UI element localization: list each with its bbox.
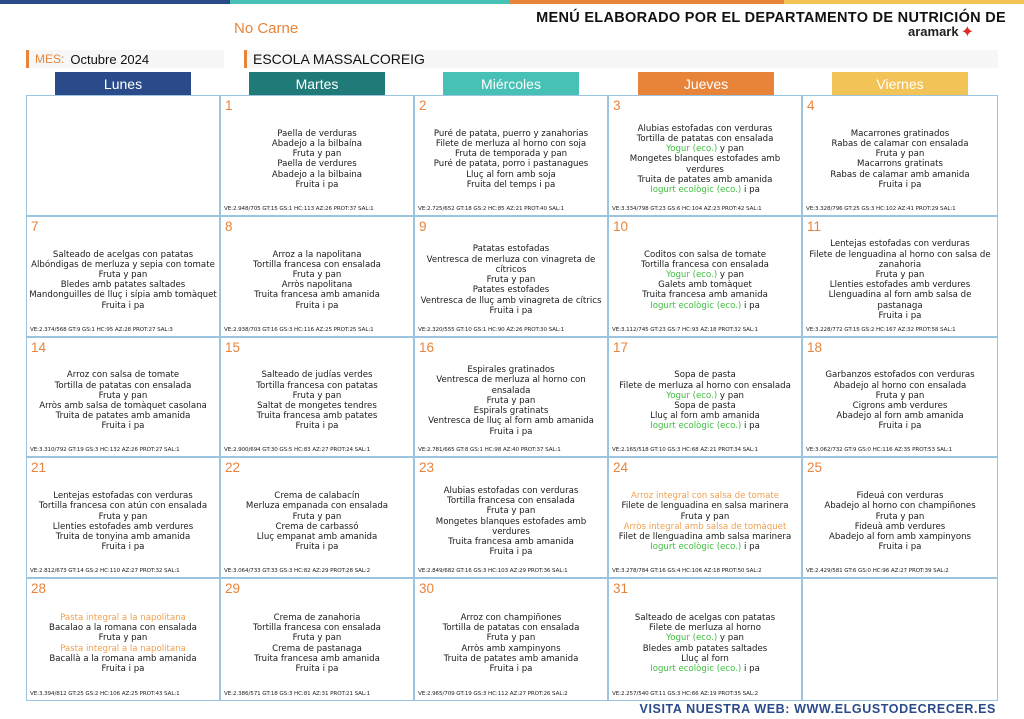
menu-line: Abadejo al forn amb xampinyons	[828, 531, 972, 542]
menu-line: Yogur (eco.) y pan	[666, 144, 744, 155]
menu-line: Mandonguilles de lluç i sípia amb tomàquet	[29, 290, 217, 301]
menu-line: Fruita i pa	[295, 421, 339, 432]
nutrition-info: VE:3.064/733 GT:33 GS:3 HC:82 AZ:29 PROT:28 SAL:2	[224, 568, 371, 575]
day-cell-25	[803, 458, 997, 579]
menu-line: Lluç al forn amb soja	[466, 169, 556, 180]
day-cell-7	[27, 217, 221, 338]
top-bar-segment	[784, 0, 1024, 4]
daily-menu	[805, 239, 995, 322]
menu-line: Truita francesa amb amanida	[448, 537, 574, 548]
menu-line: Mongetes blanques estofades amb verdures	[435, 516, 587, 537]
daily-menu	[611, 601, 799, 686]
day-cell-17	[609, 338, 803, 459]
day-number: 28	[31, 581, 47, 597]
menu-line: Iogurt ecològic (eco.) i pa	[650, 184, 760, 195]
nutrition-info: VE:2.849/682 GT:16 GS:3 HC:103 AZ:29 PROT:36 SAL:1	[418, 568, 568, 575]
menu-line: Abadejo al horno con champiñones	[824, 501, 976, 512]
menu-line: Fruta y pan	[486, 275, 536, 286]
menu-line: Tortilla francesa con ensalada	[253, 623, 381, 634]
menu-line: Fruta y pan	[292, 269, 342, 280]
menu-line: Crema de zanahoria	[273, 612, 361, 623]
menu-line: Yogur (eco.) y pan	[666, 390, 744, 401]
school-name: ESCOLA MASSALCOREIG	[253, 51, 425, 67]
day-number: 2	[419, 98, 427, 113]
menu-line: Filete de merluza al horno con soja	[435, 138, 587, 149]
day-cell-8	[221, 217, 415, 338]
menu-line: Iogurt ecològic (eco.) i pa	[650, 664, 760, 674]
school-name-field	[244, 50, 998, 68]
menu-line: Arroz integral con salsa de tomate	[630, 491, 780, 502]
menu-line: Yogur (eco.) y pan	[666, 269, 744, 280]
menu-line: Pasta integral a la napolitana	[60, 612, 186, 623]
menu-line: Fruita i pa	[101, 300, 145, 311]
menu-line: Tortilla de patatas con ensalada	[636, 133, 774, 144]
day-number: 15	[225, 339, 241, 355]
menu-line: Fruta y pan	[98, 511, 148, 522]
nutrition-info: VE:2.781/665 GT:8 GS:1 HC:98 AZ:40 PROT:37 SAL:1	[418, 447, 561, 454]
weekday-header-lunes: Lunes	[55, 72, 191, 95]
day-number: 8	[225, 218, 233, 234]
nutrition-info: VE:2.812/673 GT:14 GS:2 HC:110 AZ:27 PROT:32 SAL:1	[30, 568, 180, 575]
menu-line: Fruta y pan	[486, 633, 536, 644]
menu-line: Iogurt ecològic (eco.) i pa	[650, 300, 760, 311]
day-number: 14	[31, 339, 47, 355]
daily-menu	[223, 360, 411, 443]
daily-menu	[611, 239, 799, 322]
menu-line: Fruta de temporada y pan	[454, 149, 568, 160]
nutrition-info: VE:3.394/812 GT:25 GS:2 HC:106 AZ:25 PROT:43 SAL:1	[30, 691, 180, 697]
menu-line: Puré de patata, puerro y zanahorias	[433, 128, 589, 139]
day-number: 7	[31, 218, 39, 234]
menu-line: Alubias estofadas con verduras	[443, 486, 579, 497]
menu-line: Fruita i pa	[878, 179, 922, 190]
menu-line: Fruita i pa	[489, 664, 533, 674]
menu-line: Ventresca de lluç amb vinagreta de cítrics	[420, 295, 602, 306]
daily-menu	[805, 360, 995, 443]
menu-line: Fruita i pa	[295, 300, 339, 311]
day-cell-30	[415, 579, 609, 700]
daily-menu	[223, 480, 411, 563]
menu-line: Fruta y pan	[98, 633, 148, 644]
month-field	[26, 50, 224, 68]
menu-line: Fruta y pan	[292, 511, 342, 522]
daily-menu	[417, 601, 605, 686]
daily-menu	[29, 239, 217, 322]
menu-line: Bledes amb patates saltades	[642, 643, 768, 654]
menu-line: Fruta y pan	[292, 390, 342, 401]
nutrition-info: VE:2.257/540 GT:11 GS:3 HC:66 AZ:19 PROT:35 SAL:2	[612, 691, 759, 697]
weekday-header-martes: Martes	[249, 72, 385, 95]
day-cell-22	[221, 458, 415, 579]
top-bar-segment	[230, 0, 510, 4]
menu-line: Rabas de calamar con ensalada	[831, 138, 969, 149]
daily-menu	[29, 360, 217, 443]
menu-line: Lluç empanat amb amanida	[256, 531, 378, 542]
nutrition-info: VE:2.900/694 GT:30 GS:5 HC:83 AZ:27 PROT:24 SAL:1	[224, 447, 371, 454]
menu-line: Filete de merluza al horno con ensalada	[619, 380, 791, 391]
menu-line: Abadejo a la bilbaína	[271, 138, 363, 149]
menu-line: Ventresca de merluza con vinagreta de cítricos	[426, 254, 596, 275]
menu-line: Tortilla francesa con ensalada	[641, 259, 769, 270]
top-color-bar	[0, 0, 1024, 4]
day-cell-16	[415, 338, 609, 459]
menu-line: Ventresca de merluza al horno con ensalada	[436, 375, 586, 396]
day-cell-23	[415, 458, 609, 579]
daily-menu	[611, 118, 799, 201]
menu-line: Fruta y pan	[486, 395, 536, 406]
menu-line: Fruta y pan	[292, 633, 342, 644]
menu-line: Fruta y pan	[486, 506, 536, 517]
menu-line: Abadejo al horno con ensalada	[833, 380, 967, 391]
menu-line: Fruta y pan	[98, 269, 148, 280]
day-number: 1	[225, 98, 233, 113]
empty-day-cell	[803, 579, 997, 700]
menu-line: Abadejo a la bilbaina	[271, 169, 363, 180]
menu-line: Truita de patates amb amanida	[55, 411, 191, 422]
weekday-header-viernes: Viernes	[832, 72, 968, 95]
day-number: 31	[613, 581, 629, 597]
daily-menu	[417, 360, 605, 443]
menu-line: Fruita i pa	[101, 542, 145, 553]
menu-line: Llenties estofades amb verdures	[52, 521, 194, 532]
day-cell-14	[27, 338, 221, 459]
menu-line: Fruita i pa	[101, 664, 145, 674]
day-cell-9	[415, 217, 609, 338]
daily-menu	[611, 360, 799, 443]
day-number: 11	[807, 218, 822, 234]
menu-line: Bacalao a la romana con ensalada	[49, 623, 197, 634]
menu-line: Bledes amb patates saltades	[60, 280, 186, 291]
menu-line: Patatas estofadas	[472, 244, 550, 255]
menu-line: Truita francesa amb amanida	[254, 290, 380, 301]
day-cell-10	[609, 217, 803, 338]
menu-line: Crema de carbassó	[275, 521, 359, 532]
nutrition-info: VE:2.938/703 GT:16 GS:3 HC:116 AZ:25 PROT:25 SAL:1	[224, 326, 374, 333]
day-number: 18	[807, 339, 823, 355]
menu-line: Fruita i pa	[295, 542, 339, 553]
menu-line: Fruita i pa	[295, 179, 339, 190]
day-cell-28	[27, 579, 221, 700]
menu-line: Arròs amb xampinyons	[461, 643, 561, 654]
aramark-logo	[908, 21, 975, 41]
daily-menu	[223, 601, 411, 686]
menu-line: Paella de verdures	[277, 159, 357, 170]
menu-line: Iogurt ecològic (eco.) i pa	[650, 542, 760, 553]
menu-line: Tortilla francesa con patatas	[256, 380, 378, 391]
empty-day-cell	[27, 96, 221, 217]
menu-line: Fruta y pan	[292, 149, 342, 160]
menu-line: Truita francesa amb amanida	[254, 653, 380, 664]
menu-line: Fruita i pa	[489, 426, 533, 437]
day-number: 9	[419, 218, 427, 234]
menu-line: Rabas de calamar amb amanida	[830, 169, 970, 180]
logo-text: aramark	[908, 24, 959, 39]
menu-line: Patates estofades	[472, 285, 550, 296]
daily-menu	[805, 480, 995, 563]
menu-line: Fruita i pa	[878, 421, 922, 432]
nutrition-info: VE:3.062/732 GT:9 GS:0 HC:116 AZ:35 PROT:53 SAL:1	[806, 447, 953, 454]
day-number: 29	[225, 581, 241, 597]
menu-line: Salteado de acelgas con patatas	[52, 249, 194, 260]
day-number: 3	[613, 98, 621, 113]
nutrition-info: VE:2.948/705 GT:15 GS:1 HC:113 AZ:26 PROT:37 SAL:1	[224, 205, 374, 212]
menu-line: Macarrons gratinats	[857, 159, 943, 170]
menu-type-label: No Carne	[234, 20, 299, 37]
menu-line: Arroz con salsa de tomate	[66, 370, 180, 381]
daily-menu	[417, 118, 605, 201]
menu-line: Iogurt ecològic (eco.) i pa	[650, 421, 760, 432]
menu-line: Truita francesa amb patates	[256, 411, 378, 422]
day-cell-1	[221, 96, 415, 217]
menu-line: Albóndigas de merluza y sepia con tomate	[31, 259, 215, 270]
menu-line: Fruta y pan	[680, 511, 730, 522]
menu-line: Bacallà a la romana amb amanida	[49, 653, 197, 664]
menu-line: Yogur (eco.) y pan	[666, 633, 744, 644]
menu-line: Truita francesa amb amanida	[642, 290, 768, 301]
nutrition-info: VE:2.386/571 GT:18 GS:3 HC:81 AZ:31 PROT:21 SAL:1	[224, 691, 371, 697]
day-cell-3	[609, 96, 803, 217]
menu-line: Llenguadina al forn amb salsa de pastanaga	[828, 290, 972, 311]
menu-line: Abadejo al forn amb amanida	[836, 411, 964, 422]
menu-line: Fruita i pa	[878, 310, 922, 321]
menu-line: Filete de merluza al horno	[649, 623, 761, 634]
day-cell-29	[221, 579, 415, 700]
menu-line: Filete de lenguadina en salsa marinera	[621, 501, 789, 512]
menu-line: Llenties estofades amb verdures	[829, 280, 971, 291]
menu-line: Merluza empanada con ensalada	[245, 501, 389, 512]
menu-line: Arroz a la napolitana	[272, 249, 362, 260]
nutrition-info: VE:3.310/792 GT:19 GS:3 HC:132 AZ:26 PROT:27 SAL:1	[30, 447, 180, 454]
day-number: 4	[807, 98, 815, 113]
menu-line: Paella de verduras	[277, 128, 357, 139]
menu-line: Cigrons amb verdures	[852, 400, 948, 411]
menu-line: Fruta y pan	[98, 390, 148, 401]
daily-menu	[417, 239, 605, 322]
menu-line: Ventresca de lluç al forn amb amanida	[428, 416, 594, 427]
website-footer: VISITA NUESTRA WEB: WWW.ELGUSTODECRECER.ES	[639, 702, 996, 716]
day-number: 23	[419, 460, 435, 476]
menu-line: Saltat de mongetes tendres	[257, 400, 377, 411]
daily-menu	[611, 480, 799, 563]
day-cell-15	[221, 338, 415, 459]
day-cell-11	[803, 217, 997, 338]
top-bar-segment	[510, 0, 784, 4]
top-bar-segment	[0, 0, 230, 4]
menu-line: Salteado de acelgas con patatas	[634, 612, 776, 623]
day-number: 25	[807, 460, 823, 476]
aramark-star-logo-icon: ✦	[960, 21, 975, 41]
daily-menu	[805, 118, 995, 201]
menu-line: Tortilla francesa con atún con ensalada	[38, 501, 208, 512]
nutrition-info: VE:2.429/581 GT:6 GS:0 HC:96 AZ:27 PROT:39 SAL:2	[806, 568, 949, 575]
nutrition-info: VE:2.320/555 GT:10 GS:1 HC:90 AZ:26 PROT:30 SAL:1	[418, 326, 565, 333]
menu-line: Fruita i pa	[295, 664, 339, 674]
page-title: MENÚ ELABORADO POR EL DEPARTAMENTO DE NUTRICIÓN DE	[536, 10, 1006, 26]
nutrition-info: VE:2.165/518 GT:10 GS:3 HC:68 AZ:21 PROT:34 SAL:1	[612, 447, 759, 454]
day-number: 24	[613, 460, 629, 476]
month-value: Octubre 2024	[70, 51, 150, 67]
day-cell-18	[803, 338, 997, 459]
menu-line: Crema de calabacín	[274, 491, 360, 502]
menu-line: Crema de pastanaga	[272, 643, 362, 654]
menu-line: Tortilla francesa con ensalada	[253, 259, 381, 270]
weekday-header-miercoles: Miércoles	[443, 72, 579, 95]
menu-line: Pasta integral a la napolitana	[60, 643, 186, 654]
menu-line: Fruita i pa	[489, 305, 533, 316]
weekday-header-jueves: Jueves	[638, 72, 774, 95]
menu-line: Fruta y pan	[875, 511, 925, 522]
menu-line: Filet de llenguadina amb salsa marinera	[618, 531, 792, 542]
day-cell-4	[803, 96, 997, 217]
day-cell-31	[609, 579, 803, 700]
menu-line: Tortilla de patatas con ensalada	[442, 623, 580, 634]
menu-line: Arròs amb salsa de tomàquet casolana	[39, 400, 207, 411]
menu-line: Fruita del temps i pa	[466, 179, 556, 190]
menu-line: Fruta y pan	[875, 390, 925, 401]
nutrition-info: VE:2.725/652 GT:18 GS:2 HC:85 AZ:21 PROT:40 SAL:1	[418, 205, 565, 212]
day-cell-21	[27, 458, 221, 579]
menu-line: Fruita i pa	[489, 547, 533, 558]
menu-line: Salteado de judías verdes	[261, 370, 373, 381]
nutrition-info: VE:3.278/784 GT:16 GS:4 HC:106 AZ:18 PROT:50 SAL:2	[612, 568, 762, 575]
menu-line: Sopa de pasta	[674, 370, 736, 381]
menu-line: Garbanzos estofados con verduras	[825, 370, 975, 381]
menu-line: Truita de tonyina amb amanida	[55, 531, 191, 542]
day-number: 10	[613, 218, 629, 234]
nutrition-info: VE:3.334/798 GT:23 GS:6 HC:104 AZ:23 PROT:42 SAL:1	[612, 205, 762, 212]
menu-line: Macarrones gratinados	[850, 128, 950, 139]
menu-line: Arròs integral amb salsa de tomàquet	[623, 521, 787, 532]
month-label: MES:	[35, 52, 65, 66]
menu-line: Tortilla de patatas con ensalada	[54, 380, 192, 391]
nutrition-info: VE:3.228/772 GT:15 GS:2 HC:167 AZ:32 PROT:58 SAL:1	[806, 326, 956, 333]
menu-line: Mongetes blanques estofades amb verdures	[629, 154, 781, 175]
nutrition-info: VE:3.328/796 GT:25 GS:3 HC:102 AZ:41 PROT:29 SAL:1	[806, 205, 956, 212]
menu-line: Espirales gratinados	[467, 365, 555, 376]
menu-calendar-grid	[26, 95, 998, 701]
menu-line: Lentejas estofadas con verduras	[53, 491, 193, 502]
menu-line: Arroz con champiñones	[460, 612, 562, 623]
daily-menu	[29, 601, 217, 686]
daily-menu	[417, 480, 605, 563]
menu-line: Fruta y pan	[875, 149, 925, 160]
menu-line: Truita de patates amb amanida	[637, 174, 773, 185]
day-number: 17	[613, 339, 629, 355]
menu-line: Arròs napolitana	[281, 280, 353, 291]
menu-line: Alubias estofadas con verduras	[637, 123, 773, 134]
menu-line: Fruita i pa	[878, 542, 922, 553]
nutrition-info: VE:2.374/568 GT:9 GS:1 HC:95 AZ:28 PROT:27 SAL:3	[30, 326, 173, 333]
nutrition-info: VE:2.965/709 GT:19 GS:3 HC:112 AZ:27 PROT:26 SAL:2	[418, 691, 568, 697]
menu-line: Galets amb tomàquet	[658, 280, 752, 291]
menu-line: Coditos con salsa de tomate	[643, 249, 767, 260]
day-number: 22	[225, 460, 241, 476]
day-number: 16	[419, 339, 435, 355]
menu-line: Tortilla francesa con ensalada	[447, 496, 575, 507]
menu-line: Truita de patates amb amanida	[443, 653, 579, 664]
daily-menu	[29, 480, 217, 563]
day-cell-24	[609, 458, 803, 579]
menu-line: Lentejas estofadas con verduras	[830, 239, 970, 250]
day-number: 21	[31, 460, 47, 476]
menu-line: Espirals gratinats	[473, 406, 549, 417]
day-number: 30	[419, 581, 435, 597]
daily-menu	[223, 118, 411, 201]
menu-line: Lluç al forn amb amanida	[650, 411, 760, 422]
menu-line: Fideuá con verduras	[856, 491, 944, 502]
daily-menu	[223, 239, 411, 322]
menu-line: Sopa de pasta	[674, 400, 736, 411]
day-cell-2	[415, 96, 609, 217]
menu-line: Fideuà amb verdures	[854, 521, 946, 532]
menu-line: Filete de lenguadina al horno con salsa de zanahoria	[809, 249, 991, 270]
menu-line: Fruta y pan	[875, 269, 925, 280]
menu-line: Lluç al forn	[681, 653, 729, 664]
menu-line: Fruita i pa	[101, 421, 145, 432]
nutrition-info: VE:3.112/745 GT:23 GS:7 HC:93 AZ:18 PROT:32 SAL:1	[612, 326, 759, 333]
menu-line: Puré de patata, porro i pastanagues	[433, 159, 589, 170]
